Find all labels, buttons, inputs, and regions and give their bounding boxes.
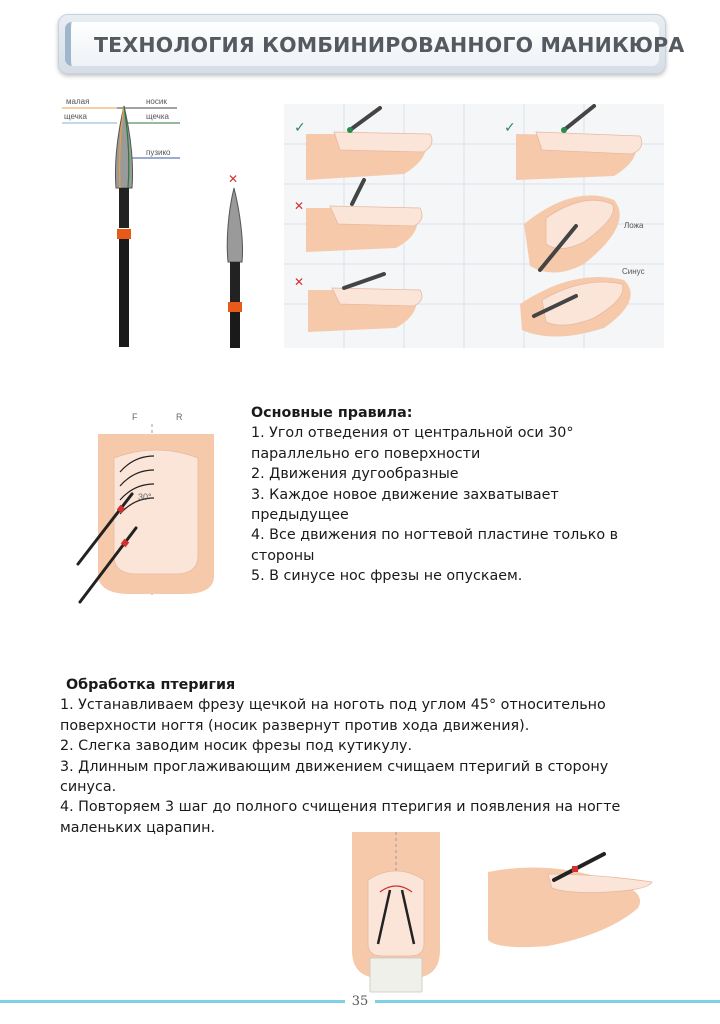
label-belly: пузико [146, 148, 171, 157]
pterygium-heading: Обработка птеригия [66, 677, 236, 693]
angle-label: 30° [138, 492, 152, 502]
page-number: 35 [345, 994, 375, 1009]
axis-label-r: R [176, 412, 183, 422]
pterygium-line: 2. Слегка заводим носик фрезы под кутикулу. [60, 738, 413, 755]
rules-block [251, 403, 671, 587]
pterygium-line: 1. Устанавливаем фрезу щечкой на ноготь под углом 45° относительно [60, 697, 606, 714]
axis-angle-diagram [74, 406, 224, 606]
pterygium-line: 4. Повторяем 3 шаг до полного счищения птеригия и появления на ногте [60, 799, 621, 816]
bur-diagram [62, 92, 262, 348]
cross-icon: ✕ [228, 172, 239, 186]
rules-line: параллельно его поверхности [251, 445, 481, 462]
pterygium-line: поверхности ногтя (носик развернут против хода движения). [60, 717, 530, 734]
rules-line: предыдущее [251, 507, 349, 524]
rules-line: 5. В синусе нос фрезы не опускаем. [251, 568, 523, 585]
check-icon: ✓ [504, 120, 516, 136]
bur-band-large [117, 229, 131, 239]
label-cheek-right: щечка [146, 112, 169, 121]
check-icon: ✓ [294, 120, 306, 136]
rules-line: 1. Угол отведения от центральной оси 30° [251, 425, 574, 442]
label-cheek-left: щечка [64, 112, 87, 121]
bur-head-large [115, 106, 132, 188]
pterygium-line: маленьких царапин. [60, 819, 216, 836]
rules-line: 3. Каждое новое движение захватывает [251, 486, 559, 503]
rules-line: 4. Все движения по ногтевой пластине только в [251, 527, 619, 544]
rules-line: стороны [251, 547, 315, 564]
label-nose: носик [146, 97, 167, 106]
pterygium-line: 3. Длинным проглаживающим движением счищаем птеригий в сторону [60, 758, 609, 775]
page-title: ТЕХНОЛОГИЯ КОМБИНИРОВАННОГО МАНИКЮРА [94, 33, 685, 57]
label-bed: Ложа [624, 221, 644, 230]
bur-head-small [227, 188, 242, 262]
cross-icon: ✕ [294, 275, 305, 289]
rules-heading: Основные правила: [251, 405, 413, 421]
nail-top-view [346, 832, 446, 994]
label-small: малая [66, 97, 90, 106]
pterygium-block [60, 675, 680, 838]
nail-side-view [488, 850, 658, 950]
axis-label-f: F [132, 412, 138, 422]
bur-band-small [228, 302, 242, 312]
angle-grid-diagram [284, 104, 664, 348]
rules-line: 2. Движения дугообразные [251, 466, 459, 483]
cross-icon: ✕ [294, 199, 305, 213]
label-sinus: Синус [622, 267, 645, 276]
pterygium-line: синуса. [60, 779, 117, 796]
